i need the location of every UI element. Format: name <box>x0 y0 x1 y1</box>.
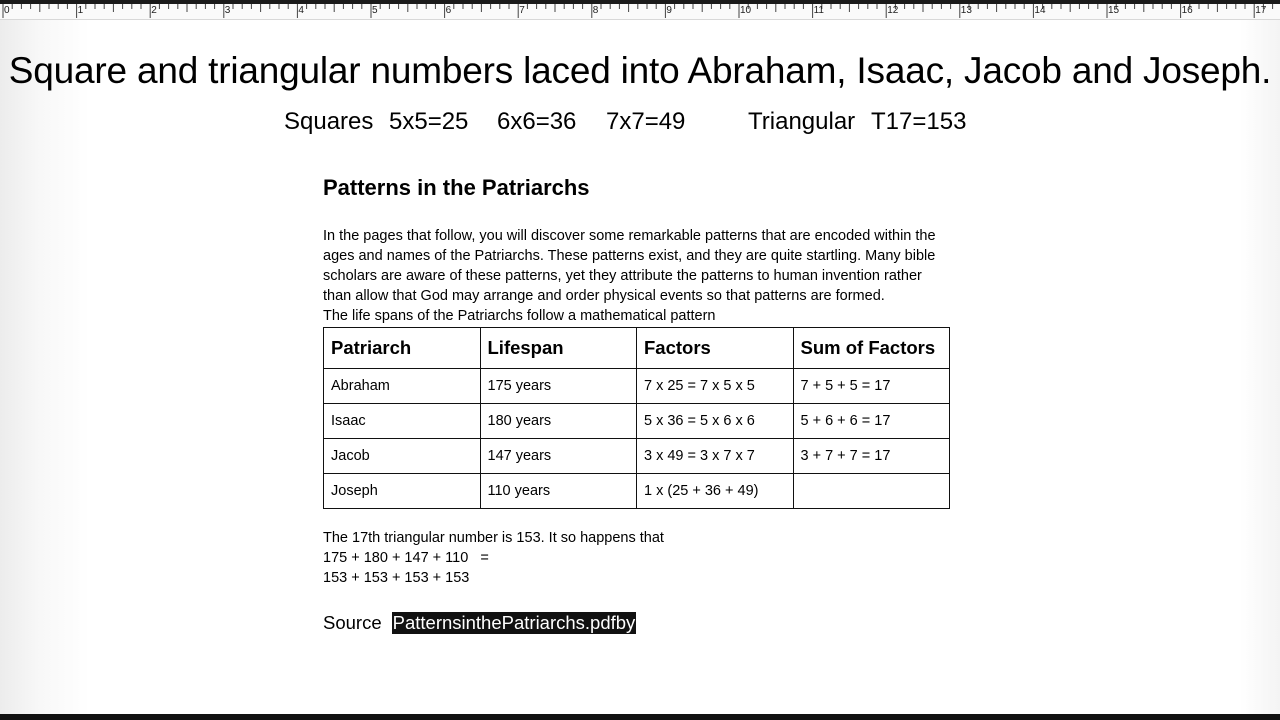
squares-label: Squares <box>284 108 374 135</box>
cell-factors: 1 x (25 + 36 + 49) <box>637 474 794 509</box>
ruler-number: 11 <box>813 5 824 16</box>
ruler-number: 17 <box>1255 5 1267 16</box>
table-row <box>324 474 950 509</box>
cell-patriarch: Jacob <box>324 439 481 474</box>
source-line <box>323 612 963 634</box>
triangular-t17: T17=153 <box>871 108 967 135</box>
document-title: Patterns in the Patriarchs <box>323 175 590 200</box>
ruler-number: 2 <box>151 5 157 16</box>
source-link[interactable]: PatternsinthePatriarchs.pdfby <box>392 612 636 633</box>
document-body <box>323 172 963 634</box>
cell-lifespan: 175 years <box>480 369 637 404</box>
ruler-number: 10 <box>740 5 752 16</box>
table-row <box>324 369 950 404</box>
conclusion-line: 153 + 153 + 153 + 153 <box>323 570 470 586</box>
source-label: Source <box>323 612 382 633</box>
ruler[interactable] <box>0 0 1280 20</box>
cell-factors: 5 x 36 = 5 x 6 x 6 <box>637 404 794 439</box>
conclusion-text-block <box>323 528 963 588</box>
table-caption: The life spans of the Patriarchs follow a mathematical pattern <box>323 308 716 324</box>
ruler-number: 13 <box>960 5 972 16</box>
ruler-number: 14 <box>1034 5 1046 16</box>
conclusion-line: The 17th triangular number is 153. It so happens that <box>323 530 664 546</box>
ruler-number: 3 <box>224 5 231 16</box>
square-7x7: 7x7=49 <box>606 108 686 135</box>
headline: Square and triangular numbers laced into Abraham, Isaac, Jacob and Joseph. <box>8 50 1272 91</box>
ruler-number: 1 <box>77 5 84 16</box>
cell-patriarch: Abraham <box>324 369 481 404</box>
ruler-number: 0 <box>4 5 10 16</box>
ruler-number: 6 <box>445 5 452 16</box>
ruler-number: 16 <box>1181 5 1193 16</box>
patriarch-table <box>323 327 950 509</box>
square-5x5: 5x5=25 <box>389 108 469 135</box>
ruler-number: 4 <box>298 5 304 16</box>
cell-factors: 3 x 49 = 3 x 7 x 7 <box>637 439 794 474</box>
cell-sum-of-factors: 5 + 6 + 6 = 17 <box>793 404 950 439</box>
intro-paragraph: In the pages that follow, you will discover some remarkable patterns that are encoded within the ages and names of the Patriarchs. These patterns exist, and they are quite startling. Many bible scholars are aware of these patterns, yet they attribute the patterns to human invention rather than allow that God may arrange and order physical events so that patterns are formed. <box>323 228 936 304</box>
cell-patriarch: Isaac <box>324 404 481 439</box>
ruler-number: 9 <box>666 5 672 16</box>
ruler-number: 8 <box>592 5 599 16</box>
table-header-row <box>324 328 950 369</box>
cell-lifespan: 147 years <box>480 439 637 474</box>
col-header-factors: Factors <box>637 328 794 369</box>
col-header-patriarch: Patriarch <box>324 328 481 369</box>
table-row <box>324 439 950 474</box>
conclusion-line: 175 + 180 + 147 + 110 = <box>323 550 489 566</box>
cell-patriarch: Joseph <box>324 474 481 509</box>
col-header-sum-of-factors: Sum of Factors <box>793 328 950 369</box>
square-6x6: 6x6=36 <box>497 108 577 135</box>
cell-lifespan: 110 years <box>480 474 637 509</box>
bottom-edge-bar <box>0 714 1280 720</box>
ruler-number: 7 <box>519 5 525 16</box>
cell-sum-of-factors: 7 + 5 + 5 = 17 <box>793 369 950 404</box>
cell-sum-of-factors <box>793 474 950 509</box>
cell-sum-of-factors: 3 + 7 + 7 = 17 <box>793 439 950 474</box>
ruler-ticks <box>0 0 1280 19</box>
ruler-number: 5 <box>372 5 378 16</box>
cell-lifespan: 180 years <box>480 404 637 439</box>
triangular-label: Triangular <box>748 108 856 135</box>
ruler-number: 15 <box>1108 5 1120 16</box>
table-row <box>324 404 950 439</box>
col-header-lifespan: Lifespan <box>480 328 637 369</box>
ruler-number: 12 <box>887 5 899 16</box>
intro-text-block <box>323 226 953 326</box>
cell-factors: 7 x 25 = 7 x 5 x 5 <box>637 369 794 404</box>
